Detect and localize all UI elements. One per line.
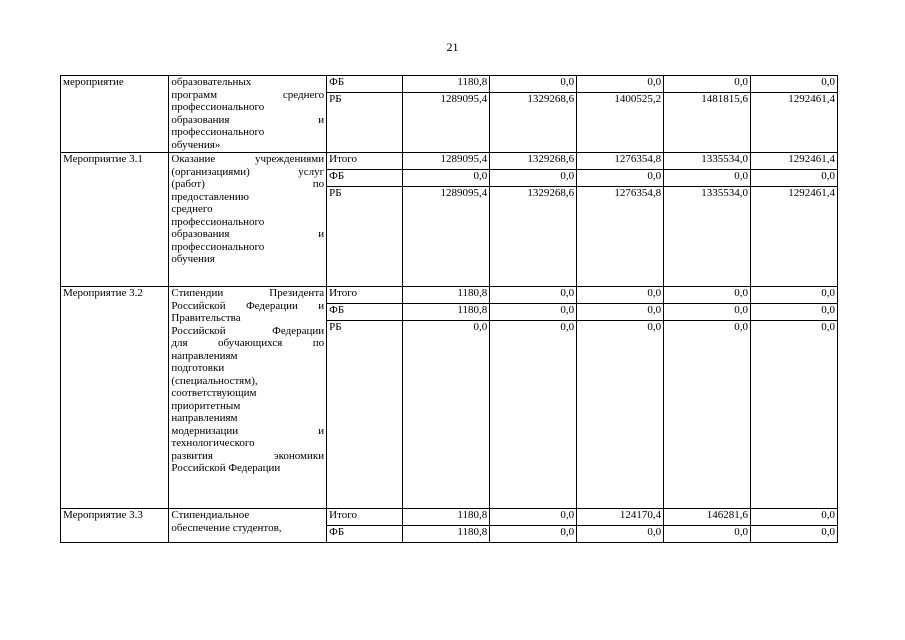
budget-table	[60, 75, 838, 543]
value-cell: 1329268,6	[490, 153, 577, 170]
value-cell: 0,0	[751, 170, 838, 187]
value-cell: 0,0	[490, 170, 577, 187]
value-cell: 0,0	[664, 304, 751, 321]
value-cell: 1481815,6	[664, 93, 751, 153]
value-cell: 146281,6	[664, 509, 751, 526]
description-line: профессионального	[171, 215, 265, 228]
value-cell: 1180,8	[403, 76, 490, 93]
table-row	[61, 76, 838, 93]
table-row	[61, 153, 838, 170]
value-cell: 0,0	[751, 526, 838, 543]
value-cell: 0,0	[403, 321, 490, 509]
value-cell: 1180,8	[403, 509, 490, 526]
funding-source-cell: ФБ	[327, 304, 403, 321]
description-line: (организациями) услуг	[171, 165, 325, 178]
value-cell: 0,0	[664, 287, 751, 304]
description-line: среднего	[171, 203, 213, 215]
value-cell: 0,0	[490, 76, 577, 93]
description-cell	[169, 509, 327, 543]
value-cell: 1289095,4	[403, 187, 490, 287]
funding-source-cell: ФБ	[327, 170, 403, 187]
value-cell: 0,0	[577, 304, 664, 321]
description-line: обеспечение студентов,	[171, 521, 282, 534]
description-line: (специальностям),	[171, 374, 258, 387]
value-cell: 1400525,2	[577, 93, 664, 153]
funding-source-cell: РБ	[327, 321, 403, 509]
description-line: образовательных	[171, 76, 252, 88]
value-cell: 0,0	[490, 526, 577, 543]
value-cell: 1292461,4	[751, 153, 838, 170]
value-cell: 0,0	[664, 526, 751, 543]
table-row	[61, 287, 838, 304]
event-cell: мероприятие	[61, 76, 169, 153]
description-line: направлениям	[171, 412, 238, 424]
value-cell: 1292461,4	[751, 93, 838, 153]
description-line: соответствующим	[171, 387, 257, 399]
funding-source-cell: РБ	[327, 93, 403, 153]
value-cell: 0,0	[664, 170, 751, 187]
description-line: профессионального	[171, 101, 265, 113]
value-cell: 1180,8	[403, 304, 490, 321]
funding-source-cell: ФБ	[327, 76, 403, 93]
value-cell: 0,0	[751, 304, 838, 321]
funding-source-cell: Итого	[327, 153, 403, 170]
description-line: подготовки	[171, 362, 225, 374]
description-line: Стипендии Президента	[171, 287, 325, 299]
value-cell: 0,0	[490, 304, 577, 321]
value-cell: 0,0	[577, 321, 664, 509]
table-row	[61, 509, 838, 526]
description-line: для обучающихся по	[171, 337, 325, 349]
description-line: (работ) по	[171, 178, 325, 190]
description-line: Российской Федерации	[171, 324, 325, 337]
description-line: Оказание учреждениями	[171, 153, 325, 165]
value-cell: 1180,8	[403, 287, 490, 304]
value-cell: 0,0	[664, 321, 751, 509]
funding-source-cell: РБ	[327, 187, 403, 287]
event-cell: Мероприятие 3.3	[61, 509, 169, 543]
value-cell: 0,0	[490, 509, 577, 526]
value-cell: 0,0	[577, 287, 664, 304]
value-cell: 1329268,6	[490, 187, 577, 287]
description-line: приоритетным	[171, 399, 241, 412]
description-line: образования и	[171, 113, 325, 126]
description-line: модернизации и	[171, 424, 325, 437]
description-line: образования и	[171, 228, 325, 240]
description-line: программ среднего	[171, 88, 325, 101]
value-cell: 0,0	[751, 287, 838, 304]
description-line: Правительства	[171, 312, 241, 324]
value-cell: 0,0	[577, 170, 664, 187]
value-cell: 0,0	[577, 76, 664, 93]
description-line: обучения»	[171, 138, 221, 151]
value-cell: 1289095,4	[403, 93, 490, 153]
value-cell: 1180,8	[403, 526, 490, 543]
description-cell	[169, 153, 327, 287]
value-cell: 0,0	[403, 170, 490, 187]
value-cell: 1276354,8	[577, 153, 664, 170]
value-cell: 1335534,0	[664, 153, 751, 170]
description-line: Российской Федерации	[171, 462, 281, 474]
page-number: 21	[446, 40, 459, 54]
value-cell: 0,0	[577, 526, 664, 543]
value-cell: 0,0	[490, 321, 577, 509]
description-line: предоставлению	[171, 190, 250, 203]
description-line: технологического	[171, 437, 255, 449]
funding-source-cell: Итого	[327, 509, 403, 526]
description-line: профессионального	[171, 240, 265, 253]
description-line: Стипендиальное	[171, 509, 250, 521]
funding-source-cell: ФБ	[327, 526, 403, 543]
description-line: Российской Федерации и	[171, 299, 325, 312]
value-cell: 0,0	[751, 321, 838, 509]
description-line: направлениям	[171, 349, 238, 362]
value-cell: 0,0	[751, 76, 838, 93]
funding-source-cell: Итого	[327, 287, 403, 304]
value-cell: 1289095,4	[403, 153, 490, 170]
value-cell: 0,0	[490, 287, 577, 304]
description-line: профессионального	[171, 126, 265, 138]
value-cell: 1329268,6	[490, 93, 577, 153]
value-cell: 0,0	[751, 509, 838, 526]
value-cell: 0,0	[664, 76, 751, 93]
description-cell	[169, 287, 327, 509]
budget-table-body	[61, 76, 838, 543]
event-cell: Мероприятие 3.2	[61, 287, 169, 509]
value-cell: 1276354,8	[577, 187, 664, 287]
description-line: развития экономики	[171, 449, 325, 462]
description-line: обучения	[171, 253, 215, 265]
value-cell: 124170,4	[577, 509, 664, 526]
description-cell	[169, 76, 327, 153]
value-cell: 1292461,4	[751, 187, 838, 287]
value-cell: 1335534,0	[664, 187, 751, 287]
event-cell: Мероприятие 3.1	[61, 153, 169, 287]
